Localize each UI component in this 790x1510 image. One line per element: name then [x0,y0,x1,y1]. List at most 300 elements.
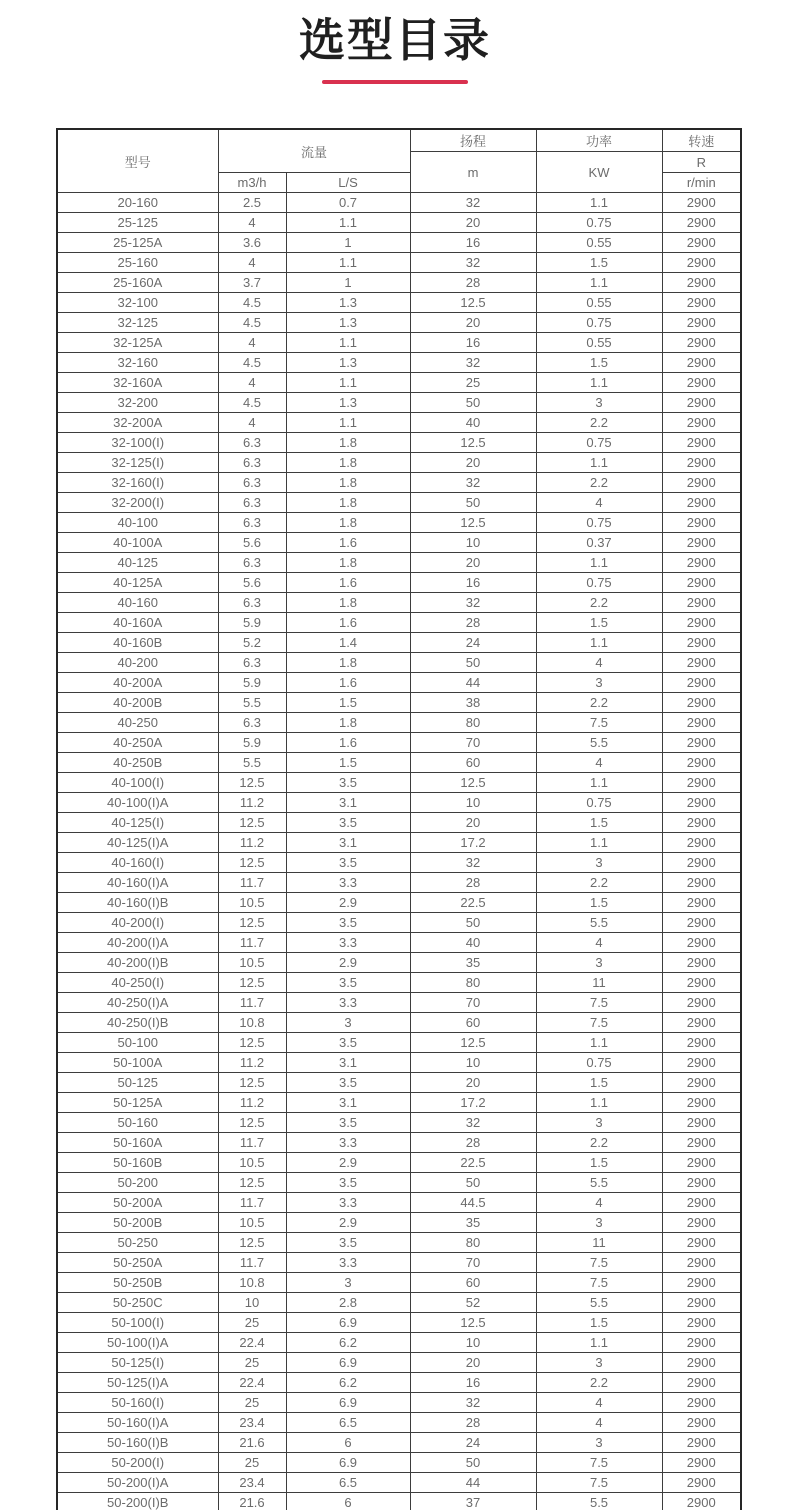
table-row [57,933,741,953]
flow-m3h-cell: 23.4 [218,1473,286,1493]
table-row [57,433,741,453]
model-cell: 50-125(I)A [57,1373,218,1393]
power-cell: 1.5 [536,1073,662,1093]
model-cell: 40-250(I)B [57,1013,218,1033]
flow-ls-cell: 1.6 [286,533,410,553]
speed-cell: 2900 [662,1473,741,1493]
table-row [57,1473,741,1493]
power-cell: 7.5 [536,993,662,1013]
flow-m3h-cell: 10.5 [218,953,286,973]
table-row [57,213,741,233]
power-cell: 11 [536,973,662,993]
table-row [57,273,741,293]
speed-cell: 2900 [662,313,741,333]
power-cell: 0.75 [536,213,662,233]
power-cell: 1.1 [536,1033,662,1053]
power-cell: 1.5 [536,1313,662,1333]
table-row [57,1273,741,1293]
flow-ls-cell: 3.1 [286,1093,410,1113]
flow-ls-cell: 2.9 [286,1153,410,1173]
speed-cell: 2900 [662,433,741,453]
flow-ls-cell: 1.8 [286,713,410,733]
speed-cell: 2900 [662,1293,741,1313]
model-cell: 50-160(I)B [57,1433,218,1453]
head-cell: 12.5 [410,1033,536,1053]
speed-cell: 2900 [662,793,741,813]
flow-ls-cell: 1.5 [286,753,410,773]
speed-cell: 2900 [662,1253,741,1273]
speed-cell: 2900 [662,833,741,853]
flow-m3h-cell: 2.5 [218,193,286,213]
table-row [57,253,741,273]
model-cell: 50-160(I) [57,1393,218,1413]
head-cell: 32 [410,473,536,493]
table-row [57,833,741,853]
speed-cell: 2900 [662,1413,741,1433]
power-cell: 1.5 [536,893,662,913]
power-cell: 0.37 [536,533,662,553]
table-row [57,1433,741,1453]
head-cell: 70 [410,1253,536,1273]
head-cell: 32 [410,253,536,273]
flow-ls-cell: 3.3 [286,1253,410,1273]
power-cell: 4 [536,493,662,513]
head-cell: 20 [410,213,536,233]
flow-ls-cell: 1.6 [286,733,410,753]
speed-cell: 2900 [662,613,741,633]
flow-m3h-cell: 23.4 [218,1413,286,1433]
flow-m3h-cell: 5.2 [218,633,286,653]
flow-ls-cell: 6.9 [286,1453,410,1473]
head-cell: 44 [410,1473,536,1493]
speed-cell: 2900 [662,973,741,993]
flow-m3h-cell: 4.5 [218,313,286,333]
head-cell: 12.5 [410,433,536,453]
head-cell: 35 [410,1213,536,1233]
head-cell: 10 [410,1333,536,1353]
power-cell: 3 [536,1113,662,1133]
flow-ls-cell: 3.5 [286,1073,410,1093]
flow-m3h-cell: 10.8 [218,1273,286,1293]
model-cell: 50-100(I)A [57,1333,218,1353]
flow-ls-cell: 6.9 [286,1353,410,1373]
flow-m3h-cell: 12.5 [218,853,286,873]
flow-ls-cell: 1.8 [286,453,410,473]
head-cell: 20 [410,1073,536,1093]
flow-ls-cell: 1.3 [286,393,410,413]
power-cell: 1.1 [536,1333,662,1353]
flow-ls-cell: 1.1 [286,253,410,273]
model-cell: 40-160(I)A [57,873,218,893]
head-cell: 44 [410,673,536,693]
table-row [57,1093,741,1113]
speed-cell: 2900 [662,1013,741,1033]
head-cell: 80 [410,973,536,993]
col-header-speed-unit-r: R [662,152,741,173]
model-cell: 40-250(I)A [57,993,218,1013]
flow-ls-cell: 3.5 [286,853,410,873]
speed-cell: 2900 [662,253,741,273]
model-cell: 50-250B [57,1273,218,1293]
model-cell: 40-160B [57,633,218,653]
power-cell: 7.5 [536,1253,662,1273]
flow-ls-cell: 3.5 [286,813,410,833]
flow-ls-cell: 3.5 [286,973,410,993]
flow-ls-cell: 2.9 [286,953,410,973]
flow-m3h-cell: 4 [218,333,286,353]
flow-m3h-cell: 5.6 [218,573,286,593]
flow-ls-cell: 3.3 [286,993,410,1013]
power-cell: 0.55 [536,233,662,253]
flow-ls-cell: 3.5 [286,913,410,933]
head-cell: 70 [410,733,536,753]
power-cell: 1.1 [536,1093,662,1113]
table-row [57,653,741,673]
speed-cell: 2900 [662,933,741,953]
flow-ls-cell: 1.8 [286,513,410,533]
speed-cell: 2900 [662,1393,741,1413]
power-cell: 1.1 [536,453,662,473]
catalog-table-body [57,193,741,1510]
head-cell: 40 [410,933,536,953]
model-cell: 40-200 [57,653,218,673]
model-cell: 40-125 [57,553,218,573]
flow-m3h-cell: 4 [218,413,286,433]
power-cell: 0.75 [536,1053,662,1073]
table-row [57,1333,741,1353]
model-cell: 40-200(I) [57,913,218,933]
head-cell: 52 [410,1293,536,1313]
flow-ls-cell: 3.5 [286,1173,410,1193]
head-cell: 40 [410,413,536,433]
speed-cell: 2900 [662,873,741,893]
head-cell: 12.5 [410,513,536,533]
speed-cell: 2900 [662,673,741,693]
head-cell: 20 [410,813,536,833]
speed-cell: 2900 [662,733,741,753]
speed-cell: 2900 [662,653,741,673]
table-row [57,593,741,613]
model-cell: 32-100 [57,293,218,313]
speed-cell: 2900 [662,1133,741,1153]
model-cell: 40-160(I)B [57,893,218,913]
flow-m3h-cell: 11.7 [218,993,286,1013]
power-cell: 4 [536,1413,662,1433]
speed-cell: 2900 [662,1113,741,1133]
model-cell: 50-125A [57,1093,218,1113]
speed-cell: 2900 [662,333,741,353]
power-cell: 5.5 [536,1493,662,1510]
power-cell: 7.5 [536,1473,662,1493]
flow-m3h-cell: 11.7 [218,933,286,953]
power-cell: 1.1 [536,193,662,213]
model-cell: 40-200(I)B [57,953,218,973]
flow-m3h-cell: 4.5 [218,353,286,373]
head-cell: 10 [410,793,536,813]
head-cell: 10 [410,1053,536,1073]
model-cell: 40-125A [57,573,218,593]
col-header-head: 扬程 [410,129,536,152]
speed-cell: 2900 [662,293,741,313]
flow-m3h-cell: 11.7 [218,1193,286,1213]
head-cell: 25 [410,373,536,393]
power-cell: 0.75 [536,433,662,453]
table-row [57,1013,741,1033]
model-cell: 40-100 [57,513,218,533]
head-cell: 22.5 [410,1153,536,1173]
flow-m3h-cell: 6.3 [218,473,286,493]
speed-cell: 2900 [662,953,741,973]
head-cell: 50 [410,393,536,413]
head-cell: 16 [410,233,536,253]
power-cell: 1.5 [536,613,662,633]
flow-ls-cell: 3.1 [286,833,410,853]
col-header-flow: 流量 [218,129,410,173]
table-row [57,1053,741,1073]
speed-cell: 2900 [662,1353,741,1373]
table-row [57,493,741,513]
table-row [57,913,741,933]
table-row [57,1353,741,1373]
head-cell: 32 [410,353,536,373]
flow-m3h-cell: 11.2 [218,1053,286,1073]
head-cell: 60 [410,753,536,773]
catalog-table-container [56,128,742,1510]
speed-cell: 2900 [662,893,741,913]
table-row [57,533,741,553]
power-cell: 1.5 [536,253,662,273]
flow-ls-cell: 1.1 [286,333,410,353]
power-cell: 7.5 [536,1453,662,1473]
table-row [57,673,741,693]
head-cell: 60 [410,1273,536,1293]
power-cell: 2.2 [536,473,662,493]
table-row [57,1213,741,1233]
head-cell: 12.5 [410,293,536,313]
head-cell: 16 [410,573,536,593]
model-cell: 32-100(I) [57,433,218,453]
flow-m3h-cell: 6.3 [218,713,286,733]
model-cell: 40-250 [57,713,218,733]
power-cell: 2.2 [536,593,662,613]
head-cell: 17.2 [410,833,536,853]
power-cell: 2.2 [536,413,662,433]
table-row [57,893,741,913]
flow-ls-cell: 1.6 [286,673,410,693]
flow-ls-cell: 1.8 [286,653,410,673]
speed-cell: 2900 [662,813,741,833]
table-row [57,813,741,833]
flow-ls-cell: 2.8 [286,1293,410,1313]
head-cell: 12.5 [410,773,536,793]
flow-m3h-cell: 12.5 [218,1173,286,1193]
model-cell: 32-200 [57,393,218,413]
flow-m3h-cell: 10.5 [218,893,286,913]
model-cell: 40-250A [57,733,218,753]
model-cell: 50-250 [57,1233,218,1253]
flow-ls-cell: 3.3 [286,873,410,893]
model-cell: 50-160B [57,1153,218,1173]
flow-ls-cell: 3 [286,1273,410,1293]
model-cell: 32-200(I) [57,493,218,513]
flow-m3h-cell: 10.8 [218,1013,286,1033]
table-row [57,553,741,573]
flow-m3h-cell: 11.2 [218,1093,286,1113]
speed-cell: 2900 [662,1173,741,1193]
flow-ls-cell: 3.3 [286,933,410,953]
table-row [57,1373,741,1393]
model-cell: 50-160(I)A [57,1413,218,1433]
power-cell: 4 [536,1193,662,1213]
table-row [57,873,741,893]
power-cell: 7.5 [536,713,662,733]
flow-ls-cell: 6 [286,1493,410,1510]
flow-m3h-cell: 12.5 [218,913,286,933]
speed-cell: 2900 [662,1493,741,1510]
model-cell: 50-160 [57,1113,218,1133]
power-cell: 3 [536,853,662,873]
head-cell: 20 [410,1353,536,1373]
speed-cell: 2900 [662,1433,741,1453]
model-cell: 40-100(I) [57,773,218,793]
flow-m3h-cell: 6.3 [218,553,286,573]
table-row [57,393,741,413]
head-cell: 38 [410,693,536,713]
model-cell: 32-125 [57,313,218,333]
table-row [57,973,741,993]
flow-m3h-cell: 10.5 [218,1153,286,1173]
table-row [57,233,741,253]
model-cell: 50-200B [57,1213,218,1233]
power-cell: 5.5 [536,733,662,753]
table-row [57,793,741,813]
head-cell: 20 [410,453,536,473]
speed-cell: 2900 [662,373,741,393]
speed-cell: 2900 [662,513,741,533]
power-cell: 5.5 [536,1173,662,1193]
head-cell: 12.5 [410,1313,536,1333]
flow-m3h-cell: 12.5 [218,1113,286,1133]
model-cell: 40-250B [57,753,218,773]
model-cell: 32-200A [57,413,218,433]
flow-ls-cell: 3.5 [286,1233,410,1253]
power-cell: 2.2 [536,873,662,893]
model-cell: 32-160A [57,373,218,393]
power-cell: 1.1 [536,833,662,853]
power-cell: 11 [536,1233,662,1253]
flow-m3h-cell: 25 [218,1453,286,1473]
flow-m3h-cell: 6.3 [218,653,286,673]
model-cell: 50-100(I) [57,1313,218,1333]
head-cell: 32 [410,193,536,213]
table-row [57,1173,741,1193]
table-row [57,573,741,593]
col-header-speed-unit-rmin: r/min [662,173,741,193]
head-cell: 50 [410,1173,536,1193]
col-header-power-unit: KW [536,152,662,193]
head-cell: 50 [410,653,536,673]
head-cell: 24 [410,1433,536,1453]
flow-ls-cell: 0.7 [286,193,410,213]
table-row [57,773,741,793]
flow-m3h-cell: 4 [218,253,286,273]
table-row [57,1453,741,1473]
speed-cell: 2900 [662,273,741,293]
power-cell: 0.55 [536,333,662,353]
speed-cell: 2900 [662,633,741,653]
flow-m3h-cell: 5.5 [218,753,286,773]
table-row [57,353,741,373]
head-cell: 44.5 [410,1193,536,1213]
flow-m3h-cell: 5.9 [218,733,286,753]
head-cell: 20 [410,313,536,333]
table-row [57,373,741,393]
head-cell: 28 [410,873,536,893]
power-cell: 1.5 [536,1153,662,1173]
speed-cell: 2900 [662,773,741,793]
flow-ls-cell: 1.6 [286,613,410,633]
flow-m3h-cell: 25 [218,1353,286,1373]
speed-cell: 2900 [662,473,741,493]
flow-m3h-cell: 4.5 [218,393,286,413]
head-cell: 17.2 [410,1093,536,1113]
col-header-flow-ls: L/S [286,173,410,193]
power-cell: 4 [536,1393,662,1413]
model-cell: 40-160(I) [57,853,218,873]
speed-cell: 2900 [662,1373,741,1393]
flow-m3h-cell: 6.3 [218,433,286,453]
flow-ls-cell: 3.5 [286,1113,410,1133]
speed-cell: 2900 [662,593,741,613]
table-row [57,1113,741,1133]
flow-ls-cell: 1.8 [286,433,410,453]
model-cell: 40-100A [57,533,218,553]
flow-m3h-cell: 22.4 [218,1333,286,1353]
flow-ls-cell: 1.1 [286,213,410,233]
model-cell: 20-160 [57,193,218,213]
head-cell: 80 [410,1233,536,1253]
col-header-speed: 转速 [662,129,741,152]
flow-m3h-cell: 12.5 [218,1033,286,1053]
model-cell: 32-160 [57,353,218,373]
speed-cell: 2900 [662,913,741,933]
power-cell: 3 [536,673,662,693]
power-cell: 1.1 [536,633,662,653]
flow-ls-cell: 6.2 [286,1333,410,1353]
model-cell: 40-100(I)A [57,793,218,813]
power-cell: 2.2 [536,693,662,713]
table-row [57,733,741,753]
flow-m3h-cell: 25 [218,1313,286,1333]
flow-m3h-cell: 22.4 [218,1373,286,1393]
model-cell: 50-250C [57,1293,218,1313]
flow-m3h-cell: 4.5 [218,293,286,313]
flow-ls-cell: 6.5 [286,1473,410,1493]
model-cell: 50-200(I)B [57,1493,218,1510]
head-cell: 50 [410,493,536,513]
head-cell: 16 [410,333,536,353]
flow-ls-cell: 3.3 [286,1193,410,1213]
flow-ls-cell: 6.9 [286,1313,410,1333]
speed-cell: 2900 [662,233,741,253]
power-cell: 3 [536,953,662,973]
speed-cell: 2900 [662,353,741,373]
model-cell: 50-125(I) [57,1353,218,1373]
speed-cell: 2900 [662,1053,741,1073]
table-row [57,953,741,973]
power-cell: 2.2 [536,1373,662,1393]
model-cell: 40-200B [57,693,218,713]
